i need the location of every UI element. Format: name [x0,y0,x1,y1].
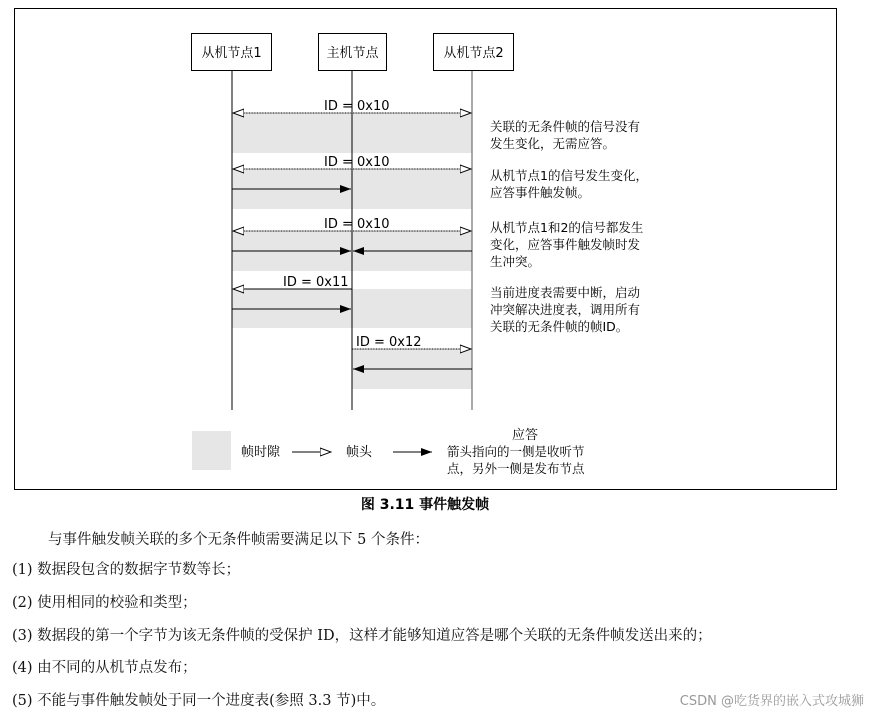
legend-slot-label: 帧时隙 [241,445,281,460]
note-line: 生冲突。 [490,254,541,269]
paragraph-intro: 与事件触发帧关联的多个无条件帧需要满足以下 5 个条件： [48,532,429,548]
legend [192,427,585,476]
header-id-label: ID = 0x12 [356,335,422,350]
notes [490,119,648,334]
note-line: 应答事件触发帧。 [490,185,591,200]
legend-slot-swatch [192,431,231,470]
header-id-label: ID = 0x10 [324,99,390,114]
note-line: 从机节点1的信号发生变化， [490,168,648,183]
note-line: 从机节点1和2的信号都发生 [490,220,644,235]
note-line: 关联的无条件帧的信号没有 [490,119,641,134]
note-line: 冲突解决进度表，调用所有 [490,302,641,317]
node-label: 从机节点1 [201,46,262,61]
node-label: 主机节点 [326,46,379,61]
legend-response-line: 点，另外一侧是发布节点 [447,461,585,476]
node-boxes [192,34,514,71]
condition-item: (5) 不能与事件触发帧处于同一个进度表(参照 3.3 节)中。 [12,693,386,709]
figure-caption: 图 3.11 事件触发帧 [360,497,490,513]
note-line: 发生变化，无需应答。 [490,136,616,151]
condition-item: (2) 使用相同的校验和类型； [12,595,197,611]
note-line: 关联的无条件帧的帧ID。 [490,319,629,334]
header-id-label: ID = 0x10 [324,155,390,170]
header-id-label: ID = 0x10 [324,217,390,232]
watermark: CSDN @吃货界的嵌入式攻城狮 [679,694,864,709]
node-label: 从机节点2 [443,46,504,61]
note-line: 当前进度表需要中断，启动 [490,285,641,300]
legend-response-title: 应答 [511,428,539,443]
legend-response-line: 箭头指向的一侧是收听节 [447,444,585,459]
note-line: 变化，应答事件触发帧时发 [490,237,641,252]
condition-item: (4) 由不同的从机节点发布； [12,660,197,676]
condition-item: (3) 数据段的第一个字节为该无条件帧的受保护 ID，这样才能够知道应答是哪个关联的无条件帧发送出来的； [12,628,712,644]
condition-item: (1) 数据段包含的数据字节数等长； [12,562,241,578]
legend-header-label: 帧头 [346,445,373,460]
header-id-label: ID = 0x11 [283,275,349,290]
